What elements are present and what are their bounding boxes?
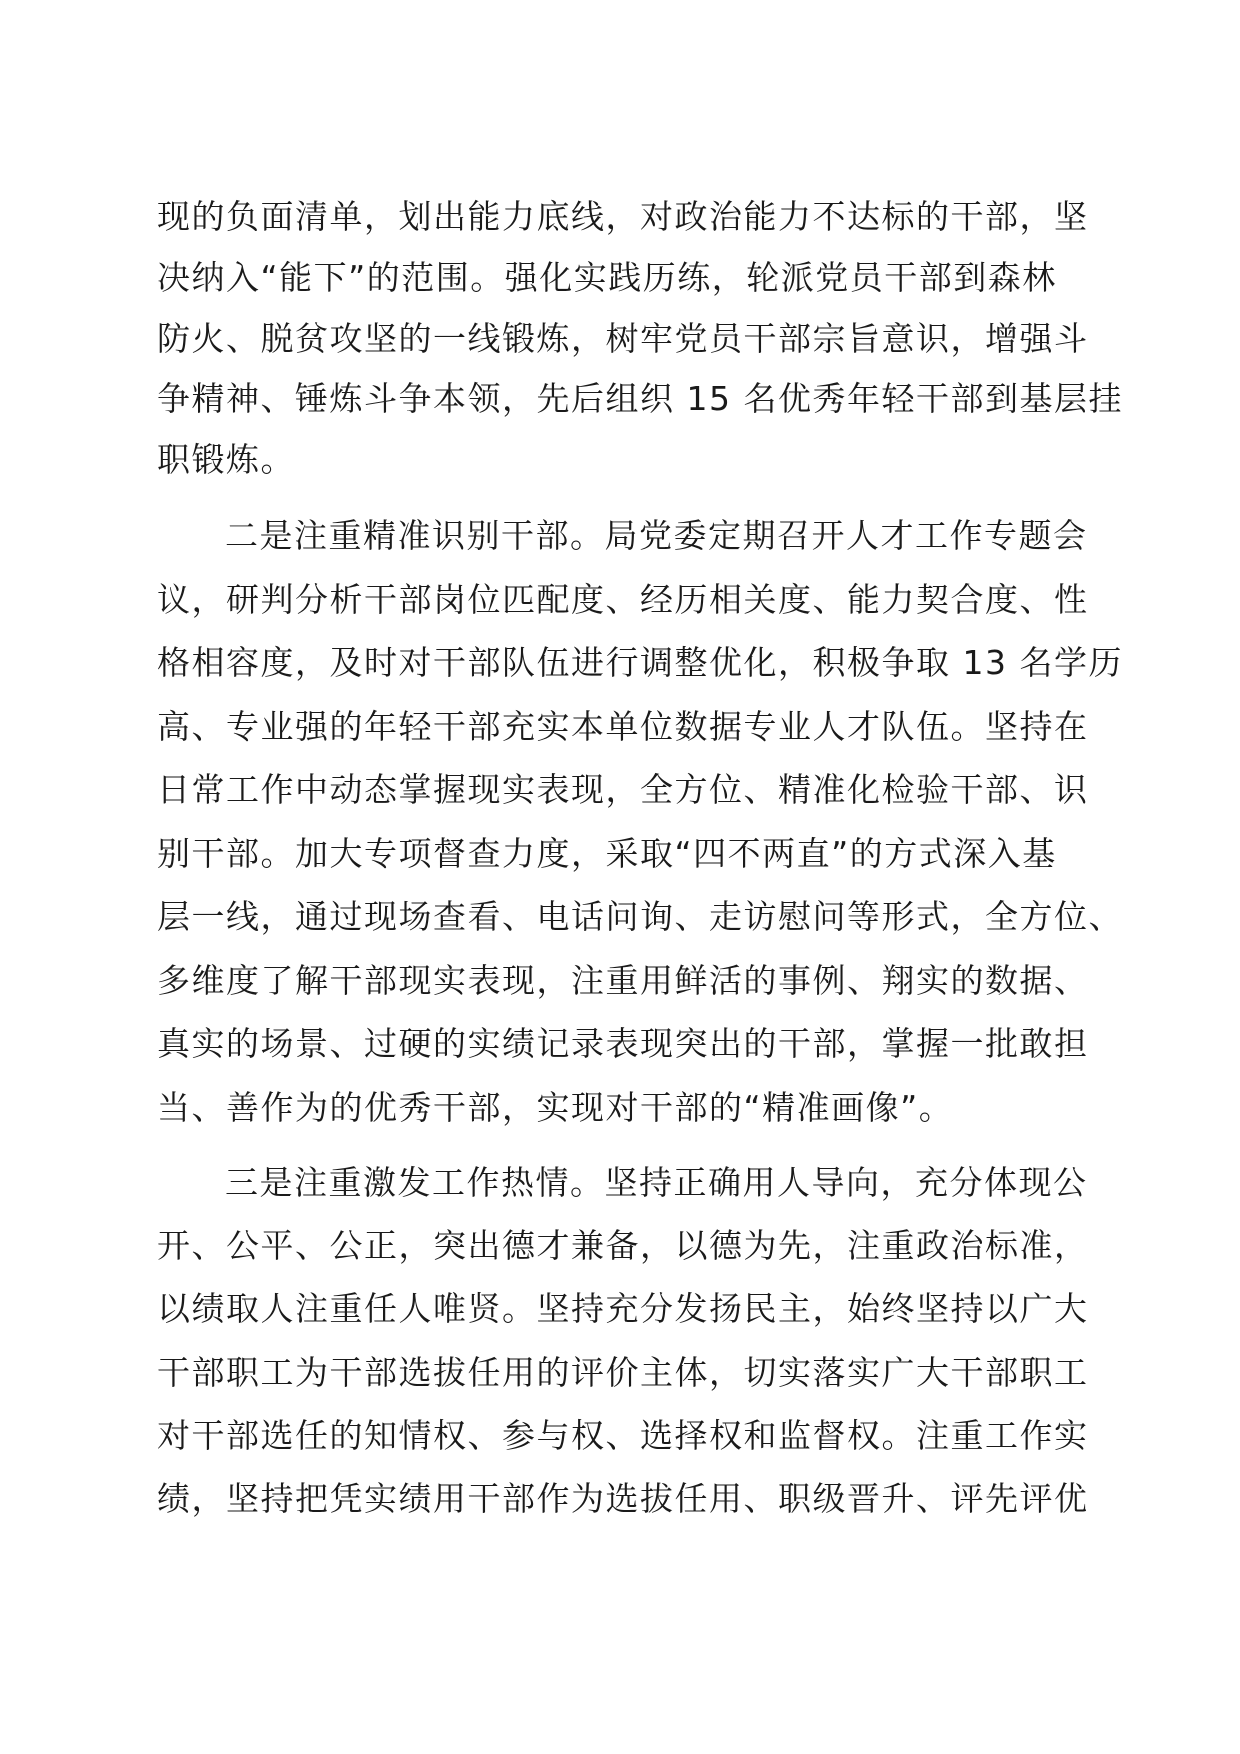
text-line: 议，研判分析干部岗位匹配度、经历相关度、能力契合度、性 — [157, 580, 1089, 619]
text-line: 决纳入“能下”的范围。强化实践历练，轮派党员干部到森林 — [157, 258, 1057, 297]
paragraph-first-line: 二是注重精准识别干部。局党委定期召开人才工作专题会 — [225, 516, 1088, 555]
text-line: 职锻炼。 — [157, 440, 295, 479]
text-line: 格相容度，及时对干部队伍进行调整优化，积极争取 13 名学历 — [157, 643, 1123, 682]
text-line: 当、善作为的优秀干部，实现对干部的“精准画像”。 — [157, 1088, 954, 1127]
text-line: 高、专业强的年轻干部充实本单位数据专业人才队伍。坚持在 — [157, 707, 1089, 746]
text-line: 日常工作中动态掌握现实表现，全方位、精准化检验干部、识 — [157, 770, 1089, 809]
text-line: 现的负面清单，划出能力底线，对政治能力不达标的干部，坚 — [157, 197, 1089, 236]
text-line: 干部职工为干部选拔任用的评价主体，切实落实广大干部职工 — [157, 1353, 1089, 1392]
text-line: 层一线，通过现场查看、电话问询、走访慰问等形式，全方位、 — [157, 897, 1123, 936]
text-line: 多维度了解干部现实表现，注重用鲜活的事例、翔实的数据、 — [157, 961, 1089, 1000]
text-line: 以绩取人注重任人唯贤。坚持充分发扬民主，始终坚持以广大 — [157, 1289, 1089, 1328]
text-line: 真实的场景、过硬的实绩记录表现突出的干部，掌握一批敢担 — [157, 1024, 1089, 1063]
text-line: 绩，坚持把凭实绩用干部作为选拔任用、职级晋升、评先评优 — [157, 1479, 1089, 1518]
text-line: 防火、脱贫攻坚的一线锻炼，树牢党员干部宗旨意识，增强斗 — [157, 319, 1089, 358]
text-line: 别干部。加大专项督查力度，采取“四不两直”的方式深入基 — [157, 834, 1057, 873]
text-line: 开、公平、公正，突出德才兼备，以德为先，注重政治标准， — [157, 1226, 1089, 1265]
paragraph-first-line: 三是注重激发工作热情。坚持正确用人导向，充分体现公 — [225, 1163, 1088, 1202]
text-line: 对干部选任的知情权、参与权、选择权和监督权。注重工作实 — [157, 1416, 1089, 1455]
text-line: 争精神、锤炼斗争本领，先后组织 15 名优秀年轻干部到基层挂 — [157, 379, 1123, 418]
